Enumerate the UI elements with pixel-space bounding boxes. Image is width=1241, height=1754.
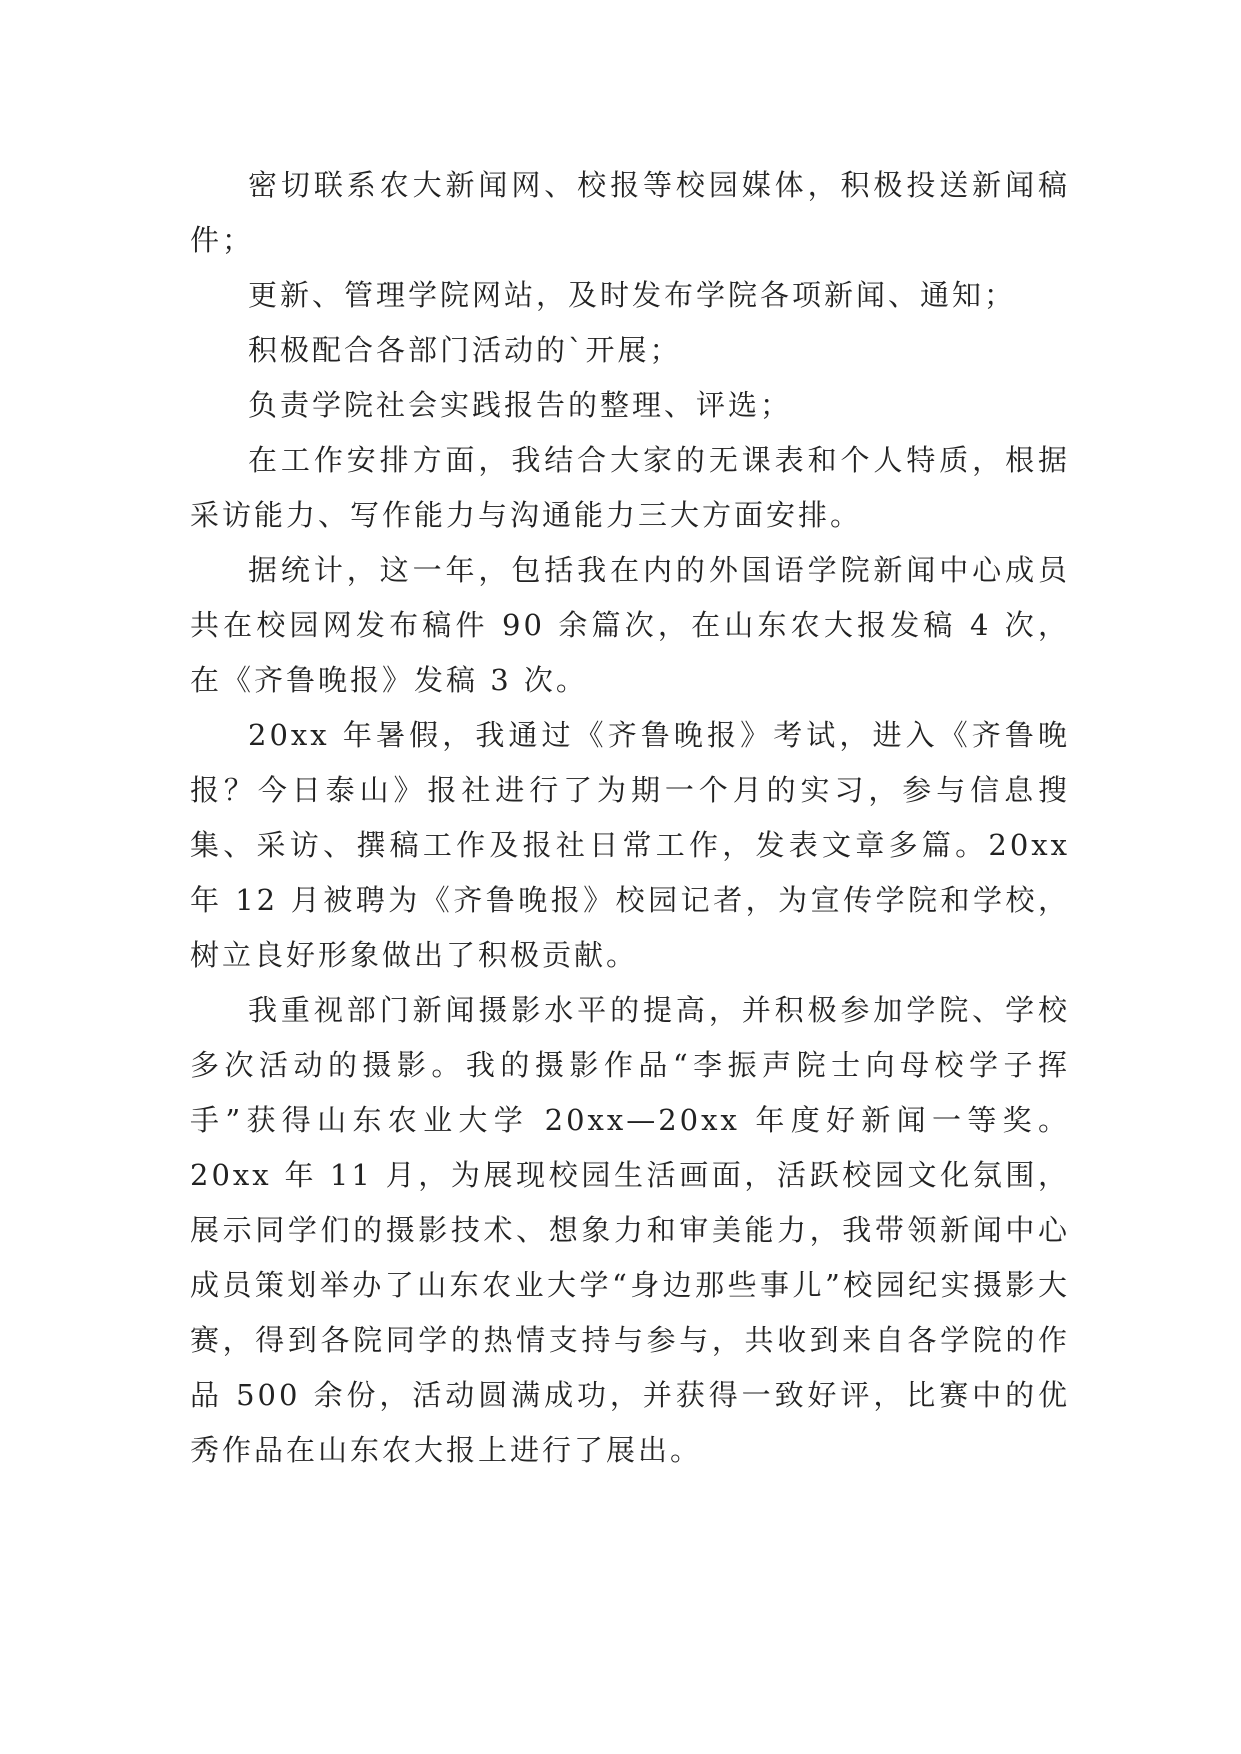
paragraph-department-cooperation: 积极配合各部门活动的`开展； (248, 333, 682, 367)
paragraph-work-arrangement: 在工作安排方面，我结合大家的无课表和个人特质，根据采访能力、写作能力与沟通能力三大方面安排。 (190, 443, 1070, 532)
paragraph-internship: 20xx 年暑假，我通过《齐鲁晚报》考试，进入《齐鲁晚报？今日泰山》报社进行了为期一个月的实习，参与信息搜集、采访、撰稿工作及报社日常工作，发表文章多篇。20xx 年 12 月被聘为《齐鲁晚报》校园记者，为宣传学院和学校，树立良好形象做出了积极贡献。 (190, 718, 1070, 972)
paragraph-practice-reports: 负责学院社会实践报告的整理、评选； (248, 388, 793, 422)
document-body (190, 158, 1070, 1478)
paragraph-photography: 我重视部门新闻摄影水平的提高，并积极参加学院、学校多次活动的摄影。我的摄影作品“李振声院士向母校学子挥手”获得山东农业大学 20xx—20xx 年度好新闻一等奖。20xx 年 11 月，为展现校园生活画面，活跃校园文化氛围，展示同学们的摄影技术、想象力和审美能力，我带领新闻中心成员策划举办了山东农业大学“身边那些事儿”校园纪实摄影大赛，得到各院同学的热情支持与参与，共收到来自各学院的作品 500 余份，活动圆满成功，并获得一致好评，比赛中的优秀作品在山东农大报上进行了展出。 (190, 993, 1070, 1467)
paragraph-media-contact: 密切联系农大新闻网、校报等校园媒体，积极投送新闻稿件； (190, 168, 1070, 257)
paragraph-statistics: 据统计，这一年，包括我在内的外国语学院新闻中心成员共在校园网发布稿件 90 余篇次，在山东农大报发稿 4 次，在《齐鲁晚报》发稿 3 次。 (190, 553, 1070, 697)
paragraph-website-management: 更新、管理学院网站，及时发布学院各项新闻、通知； (248, 278, 1017, 312)
